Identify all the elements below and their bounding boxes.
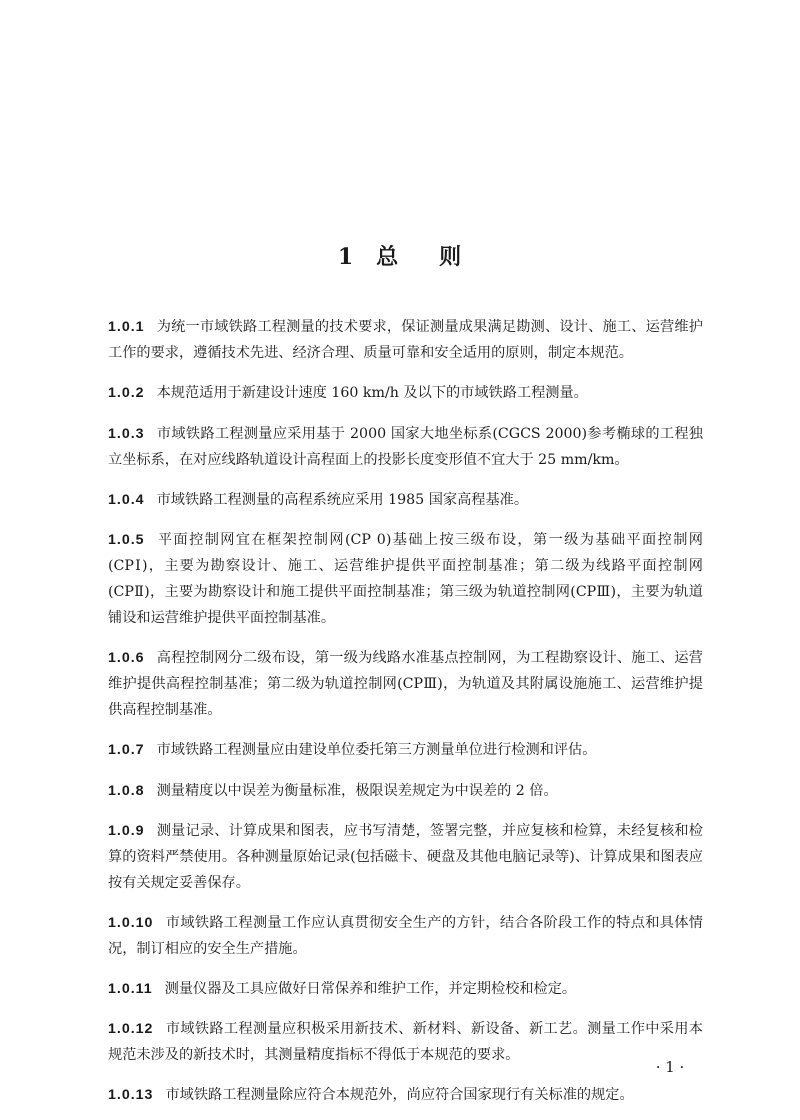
clause-text: 平面控制网宜在框架控制网(CP 0)基础上按三级布设，第一级为基础平面控制网(CPⅠ)，主要为勘察设计、施工、运营维护提供平面控制基准；第二级为线路平面控制网(CPⅡ)，主要为勘察设计和施工提供平面控制基准；第三级为轨道控制网(CPⅢ)，主要为轨道铺设和运营维护提供平面控制基准。 <box>108 531 703 626</box>
clause-number: 1.0.11 <box>108 981 153 998</box>
clause-text: 市域铁路工程测量应积极采用新技术、新材料、新设备、新工艺。测量工作中采用本规范未涉及的新技术时，其测量精度指标不得低于本规范的要求。 <box>108 1021 703 1064</box>
clause-text: 测量记录、计算成果和图表，应书写清楚，签署完整，并应复核和检算，未经复核和检算的资料严禁使用。各种测量原始记录(包括磁卡、硬盘及其他电脑记录等)、计算成果和图表应按有关规定妥善保存。 <box>108 822 703 891</box>
clause-1-0-4 <box>108 487 703 513</box>
clause-1-0-13 <box>108 1082 703 1108</box>
clause-1-0-11 <box>108 976 703 1002</box>
clause-number: 1.0.4 <box>108 491 145 508</box>
clause-1-0-9 <box>108 818 703 896</box>
clause-text: 市域铁路工程测量应采用基于 2000 国家大地坐标系(CGCS 2000)参考椭球的工程独立坐标系，在对应线路轨道设计高程面上的投影长度变形值不宜大于 25 mm/km。 <box>108 425 703 468</box>
chapter-title-char-1: 总 <box>376 244 400 270</box>
clause-number: 1.0.5 <box>108 531 145 548</box>
clause-text: 测量仪器及工具应做好日常保养和维护工作，并定期检校和检定。 <box>164 981 577 998</box>
clause-text: 本规范适用于新建设计速度 160 km/h 及以下的市域铁路工程测量。 <box>156 385 588 402</box>
clause-number: 1.0.6 <box>108 650 145 667</box>
clause-number: 1.0.9 <box>108 822 145 839</box>
clause-number: 1.0.7 <box>108 742 145 759</box>
clause-number: 1.0.3 <box>108 425 145 442</box>
chapter-title-char-2: 则 <box>439 244 463 270</box>
clause-1-0-2 <box>108 380 703 406</box>
clause-number: 1.0.2 <box>108 385 145 402</box>
clause-text: 市域铁路工程测量除应符合本规范外，尚应符合国家现行有关标准的规定。 <box>165 1087 634 1104</box>
clause-1-0-12 <box>108 1016 703 1068</box>
clause-text: 为统一市域铁路工程测量的技术要求，保证测量成果满足勘测、设计、施工、运营维护工作的要求，遵循技术先进、经济合理、质量可靠和安全适用的原则，制定本规范。 <box>108 319 703 362</box>
clause-1-0-1 <box>108 314 703 366</box>
chapter-number: 1 <box>337 244 355 270</box>
page-number: · 1 · <box>655 1058 685 1076</box>
clause-text: 高程控制网分二级布设，第一级为线路水准基点控制网，为工程勘察设计、施工、运营维护提供高程控制基准；第二级为轨道控制网(CPⅢ)，为轨道及其附属设施施工、运营维护提供高程控制基准。 <box>108 650 703 719</box>
clause-1-0-8 <box>108 778 703 804</box>
clause-text: 市域铁路工程测量的高程系统应采用 1985 国家高程基准。 <box>156 491 529 508</box>
clause-1-0-7 <box>108 737 703 763</box>
chapter-title <box>0 240 800 271</box>
clause-number: 1.0.1 <box>108 319 145 336</box>
clause-list <box>108 300 703 1114</box>
clause-number: 1.0.10 <box>108 914 154 931</box>
clause-number: 1.0.13 <box>108 1087 154 1104</box>
clause-1-0-3 <box>108 421 703 473</box>
clause-number: 1.0.12 <box>108 1021 154 1038</box>
clause-text: 测量精度以中误差为衡量标准，极限误差规定为中误差的 2 倍。 <box>156 782 558 799</box>
clause-1-0-5 <box>108 527 703 631</box>
clause-1-0-6 <box>108 645 703 723</box>
clause-text: 市域铁路工程测量应由建设单位委托第三方测量单位进行检测和评估。 <box>156 742 597 759</box>
clause-1-0-10 <box>108 910 703 962</box>
clause-number: 1.0.8 <box>108 782 145 799</box>
clause-text: 市域铁路工程测量工作应认真贯彻安全生产的方针，结合各阶段工作的特点和具体情况，制订相应的安全生产措施。 <box>108 914 703 957</box>
